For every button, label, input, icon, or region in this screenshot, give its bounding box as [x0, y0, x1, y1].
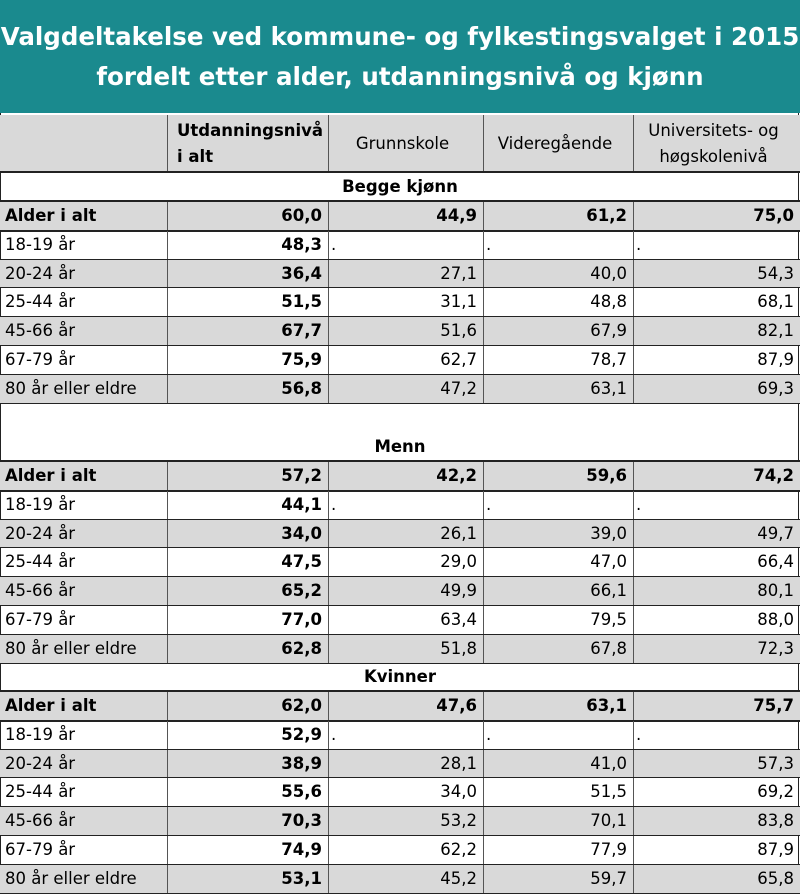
value-primary-school: 51,6	[440, 321, 477, 341]
value-primary-school: 62,7	[440, 350, 477, 369]
value-total-education: 65,2	[281, 581, 322, 601]
table-row	[0, 260, 800, 288]
value-upper-secondary: 59,7	[590, 868, 627, 888]
column-separator	[328, 778, 329, 806]
table-row	[0, 721, 800, 749]
row-label: 45-66 år	[5, 321, 76, 341]
value-total-education: 70,3	[281, 811, 322, 831]
header-bottom-border	[0, 171, 800, 173]
value-upper-secondary: 63,1	[590, 378, 627, 398]
value-total-education: 48,3	[281, 234, 322, 254]
column-separator	[633, 491, 634, 519]
column-separator	[483, 462, 484, 490]
column-separator	[633, 260, 634, 288]
row-label: Alder i alt	[5, 696, 97, 715]
column-separator	[633, 317, 634, 345]
total-row	[0, 202, 800, 230]
value-total-education: 52,9	[281, 724, 322, 744]
row-label: Alder i alt	[5, 206, 97, 225]
value-total-education: 56,8	[281, 378, 322, 398]
value-university: 72,3	[757, 638, 794, 658]
column-separator	[328, 115, 329, 172]
column-separator	[167, 231, 168, 259]
table-title-line-2: fordelt etter alder, utdanningsnivå og kjønn	[96, 62, 704, 91]
value-upper-secondary: 59,6	[586, 466, 627, 485]
row-label: 18-19 år	[5, 494, 76, 514]
value-primary-school: 47,6	[436, 696, 477, 715]
value-total-education: 34,0	[281, 523, 322, 543]
value-university: .	[636, 234, 642, 254]
column-separator	[483, 577, 484, 605]
column-separator	[483, 635, 484, 663]
table-row	[0, 491, 800, 519]
value-upper-secondary: 39,0	[590, 523, 627, 543]
column-separator	[167, 491, 168, 519]
value-primary-school: 26,1	[440, 523, 477, 543]
value-total-education: 62,8	[281, 638, 322, 658]
column-separator	[167, 721, 168, 749]
value-primary-school: 49,9	[440, 581, 477, 601]
table-row	[0, 548, 800, 576]
value-upper-secondary: .	[486, 724, 492, 744]
total-row	[0, 692, 800, 720]
row-label: 80 år eller eldre	[5, 378, 137, 398]
column-separator	[167, 260, 168, 288]
column-separator	[483, 317, 484, 345]
row-label: 80 år eller eldre	[5, 638, 137, 658]
column-separator	[633, 836, 634, 864]
value-primary-school: 27,1	[440, 263, 477, 283]
column-separator	[483, 865, 484, 893]
value-primary-school: 63,4	[440, 610, 477, 629]
column-separator	[167, 778, 168, 806]
value-primary-school: 42,2	[436, 466, 477, 485]
value-primary-school: 28,1	[440, 753, 477, 773]
row-label: 25-44 år	[5, 552, 76, 572]
column-separator	[633, 865, 634, 893]
row-label: 67-79 år	[5, 840, 76, 859]
column-separator	[633, 692, 634, 720]
column-separator	[328, 491, 329, 519]
column-separator	[328, 635, 329, 663]
value-university: 68,1	[757, 292, 794, 312]
column-separator	[167, 375, 168, 403]
value-university: 49,7	[757, 523, 794, 543]
table-row	[0, 836, 800, 864]
value-university: 88,0	[757, 610, 794, 629]
table-row	[0, 865, 800, 893]
column-separator	[167, 202, 168, 230]
value-total-education: 36,4	[281, 263, 322, 283]
header-total-education: Utdanningsnivå i alt	[177, 121, 324, 166]
column-separator	[328, 721, 329, 749]
column-separator	[328, 317, 329, 345]
value-university: 83,8	[757, 811, 794, 831]
column-separator	[167, 635, 168, 663]
table-row	[0, 520, 800, 548]
value-primary-school: 45,2	[440, 868, 477, 888]
value-total-education: 57,2	[281, 466, 322, 485]
table-row	[0, 778, 800, 806]
section-title: Kvinner	[363, 667, 437, 686]
table-row	[0, 375, 800, 403]
section-title: Menn	[374, 437, 426, 456]
column-separator	[328, 260, 329, 288]
column-separator	[633, 778, 634, 806]
value-total-education: 62,0	[281, 696, 322, 715]
table-row	[0, 635, 800, 663]
table-row	[0, 317, 800, 345]
value-primary-school: 31,1	[440, 292, 477, 312]
column-separator	[483, 346, 484, 374]
column-separator	[483, 520, 484, 548]
row-label: 67-79 år	[5, 350, 76, 369]
column-separator	[328, 692, 329, 720]
value-total-education: 44,1	[281, 494, 322, 514]
column-separator	[633, 520, 634, 548]
row-label: 45-66 år	[5, 581, 76, 601]
row-border	[0, 893, 800, 894]
row-label: 67-79 år	[5, 610, 76, 629]
table-header-row	[0, 115, 800, 172]
column-separator	[167, 750, 168, 778]
value-primary-school: 34,0	[440, 782, 477, 802]
value-upper-secondary: 67,8	[590, 638, 627, 658]
value-primary-school: 53,2	[440, 811, 477, 831]
value-university: .	[636, 724, 642, 744]
value-university: 54,3	[757, 263, 794, 283]
value-university: 80,1	[757, 581, 794, 601]
column-separator	[483, 491, 484, 519]
column-separator	[633, 115, 634, 172]
row-label: 25-44 år	[5, 292, 76, 312]
column-separator	[633, 346, 634, 374]
column-separator	[483, 836, 484, 864]
header-primary-school: Grunnskole	[355, 133, 450, 153]
column-separator	[167, 836, 168, 864]
value-upper-secondary: 51,5	[590, 782, 627, 802]
column-separator	[328, 462, 329, 490]
column-separator	[328, 548, 329, 576]
column-separator	[483, 778, 484, 806]
value-primary-school: 29,0	[440, 552, 477, 572]
table-title-banner	[0, 0, 800, 113]
row-label: 20-24 år	[5, 753, 76, 773]
table-row	[0, 231, 800, 259]
column-separator	[167, 692, 168, 720]
column-separator	[167, 317, 168, 345]
column-separator	[483, 115, 484, 172]
column-separator	[483, 202, 484, 230]
value-university: 65,8	[757, 868, 794, 888]
column-separator	[328, 750, 329, 778]
table-row	[0, 807, 800, 835]
total-row	[0, 462, 800, 490]
column-separator	[483, 721, 484, 749]
value-upper-secondary: 47,0	[590, 552, 627, 572]
row-border	[0, 403, 800, 404]
value-total-education: 77,0	[281, 610, 322, 629]
column-separator	[483, 750, 484, 778]
value-total-education: 55,6	[281, 782, 322, 802]
column-separator	[483, 606, 484, 634]
value-upper-secondary: 70,1	[590, 811, 627, 831]
value-upper-secondary: .	[486, 234, 492, 254]
table-row	[0, 288, 800, 316]
value-primary-school: 44,9	[436, 206, 477, 225]
row-label: 20-24 år	[5, 263, 76, 283]
column-separator	[167, 520, 168, 548]
column-separator	[633, 577, 634, 605]
value-primary-school: .	[331, 494, 337, 514]
row-label: 80 år eller eldre	[5, 868, 137, 888]
column-separator	[483, 692, 484, 720]
value-primary-school: 51,8	[440, 638, 477, 658]
column-separator	[483, 260, 484, 288]
column-separator	[633, 462, 634, 490]
column-separator	[167, 865, 168, 893]
row-label: Alder i alt	[5, 466, 97, 485]
value-total-education: 38,9	[281, 753, 322, 773]
section-title: Begge kjønn	[342, 177, 458, 196]
column-separator	[633, 721, 634, 749]
header-cell-empty	[0, 115, 167, 172]
value-university: 74,2	[753, 466, 794, 485]
column-separator	[167, 548, 168, 576]
value-upper-secondary: 40,0	[590, 263, 627, 283]
row-label: 25-44 år	[5, 782, 76, 802]
column-separator	[167, 807, 168, 835]
table-row	[0, 606, 800, 634]
value-primary-school: .	[331, 724, 337, 744]
table-row	[0, 750, 800, 778]
column-separator	[328, 807, 329, 835]
value-total-education: 74,9	[281, 840, 322, 859]
table-title-line-1: Valgdeltakelse ved kommune- og fylkestingsvalget i 2015	[0, 22, 800, 51]
column-separator	[167, 115, 168, 172]
value-university: 87,9	[757, 350, 794, 369]
row-label: 18-19 år	[5, 724, 76, 744]
column-separator	[633, 606, 634, 634]
column-separator	[633, 288, 634, 316]
column-separator	[633, 202, 634, 230]
value-university: 69,2	[757, 782, 794, 802]
value-university: 75,0	[753, 206, 794, 225]
column-separator	[633, 231, 634, 259]
value-upper-secondary: 41,0	[590, 753, 627, 773]
value-university: .	[636, 494, 642, 514]
column-separator	[167, 462, 168, 490]
column-separator	[483, 375, 484, 403]
value-university: 69,3	[757, 378, 794, 398]
column-separator	[328, 231, 329, 259]
value-upper-secondary: 78,7	[590, 350, 627, 369]
value-total-education: 47,5	[281, 552, 322, 572]
column-separator	[328, 288, 329, 316]
value-primary-school: 62,2	[440, 840, 477, 859]
column-separator	[167, 288, 168, 316]
value-upper-secondary: 79,5	[590, 610, 627, 629]
column-separator	[633, 548, 634, 576]
header-university: Universitets- og høgskolenivå	[648, 120, 779, 166]
column-separator	[167, 346, 168, 374]
value-primary-school: .	[331, 234, 337, 254]
value-total-education: 51,5	[281, 292, 322, 312]
header-upper-secondary: Videregående	[497, 133, 613, 153]
column-separator	[633, 750, 634, 778]
column-separator	[483, 548, 484, 576]
column-separator	[167, 606, 168, 634]
value-total-education: 75,9	[281, 350, 322, 369]
column-separator	[328, 346, 329, 374]
table-row	[0, 577, 800, 605]
value-upper-secondary: 61,2	[586, 206, 627, 225]
column-separator	[633, 375, 634, 403]
table-row	[0, 346, 800, 374]
column-separator	[167, 577, 168, 605]
column-separator	[483, 807, 484, 835]
value-total-education: 60,0	[281, 206, 322, 225]
value-university: 75,7	[753, 696, 794, 715]
column-separator	[483, 288, 484, 316]
column-separator	[633, 807, 634, 835]
column-separator	[483, 231, 484, 259]
column-separator	[328, 865, 329, 893]
value-total-education: 67,7	[281, 321, 322, 341]
row-label: 45-66 år	[5, 811, 76, 831]
value-upper-secondary: .	[486, 494, 492, 514]
row-label: 18-19 år	[5, 234, 76, 254]
column-separator	[328, 577, 329, 605]
column-separator	[633, 635, 634, 663]
value-university: 82,1	[757, 321, 794, 341]
column-separator	[328, 836, 329, 864]
value-upper-secondary: 67,9	[590, 321, 627, 341]
value-university: 66,4	[757, 552, 794, 572]
value-upper-secondary: 77,9	[590, 840, 627, 859]
row-label: 20-24 år	[5, 523, 76, 543]
value-university: 87,9	[757, 840, 794, 859]
column-separator	[328, 375, 329, 403]
column-separator	[328, 202, 329, 230]
value-primary-school: 47,2	[440, 378, 477, 398]
value-upper-secondary: 48,8	[590, 292, 627, 312]
value-upper-secondary: 66,1	[590, 581, 627, 601]
value-upper-secondary: 63,1	[586, 696, 627, 715]
value-university: 57,3	[757, 753, 794, 773]
value-total-education: 53,1	[281, 868, 322, 888]
column-separator	[328, 606, 329, 634]
column-separator	[328, 520, 329, 548]
